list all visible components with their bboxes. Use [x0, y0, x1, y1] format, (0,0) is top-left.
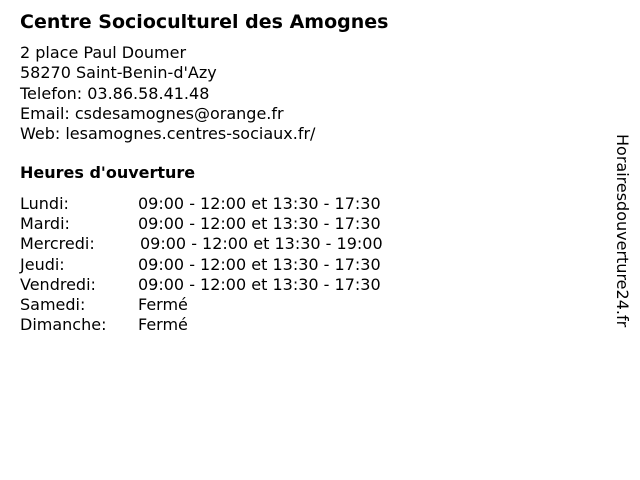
street-address: 2 place Paul Doumer	[20, 43, 187, 62]
phone-number: Telefon: 03.86.58.41.48	[20, 83, 210, 103]
day-label: Samedi:	[20, 294, 86, 314]
time-value: 09:00 - 12:00 et 13:30 - 17:30	[138, 194, 381, 213]
website: Web: lesamognes.centres-sociaux.fr/	[20, 124, 316, 144]
time-value: 09:00 - 12:00 et 13:30 - 19:00	[140, 234, 383, 254]
day-label: Vendredi:	[20, 274, 96, 294]
time-value: Fermé	[138, 294, 188, 314]
day-label: Mardi:	[20, 214, 70, 234]
time-value: 09:00 - 12:00 et 13:30 - 17:30	[138, 274, 381, 294]
time-value: Fermé	[138, 315, 188, 335]
page-title: Centre Socioculturel des Amognes	[20, 11, 389, 33]
day-label: Jeudi:	[20, 254, 65, 274]
time-value: 09:00 - 12:00 et 13:30 - 17:30	[138, 254, 381, 274]
day-label: Mercredi:	[20, 234, 95, 254]
postal-city: 58270 Saint-Benin-d'Azy	[20, 63, 217, 83]
day-label: Lundi:	[20, 194, 69, 213]
email-address: Email: csdesamognes@orange.fr	[20, 103, 284, 123]
site-watermark: Horairesdouverture24.fr	[613, 134, 632, 328]
opening-hours-heading: Heures d'ouverture	[20, 163, 196, 182]
time-value: 09:00 - 12:00 et 13:30 - 17:30	[138, 214, 381, 234]
day-label: Dimanche:	[20, 315, 107, 335]
address-block	[20, 43, 315, 144]
